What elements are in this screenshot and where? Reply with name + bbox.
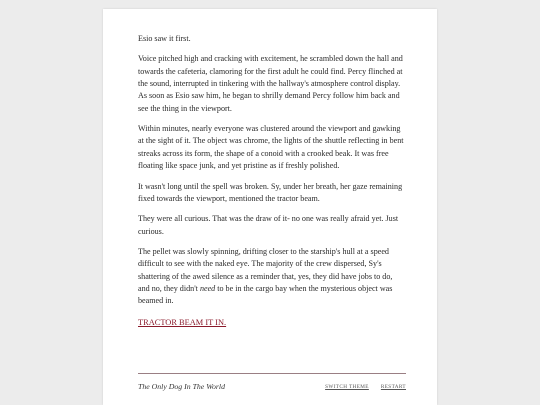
restart-link[interactable]: RESTART bbox=[380, 384, 406, 390]
story-text-run: to be in the cargo bay when the mysterious object was beamed in. bbox=[138, 283, 393, 306]
story-emphasis: need bbox=[199, 283, 216, 293]
story-paragraph: Within minutes, nearly everyone was clustered around the viewport and gawking at the sight of it. The object was chrome, the lights of the shuttle reflecting in bent streaks across its form, the shape of a conoid with a crooked beak. It was free floating like space junk, and yet pristine as if freshly polished. bbox=[138, 124, 404, 171]
story-page bbox=[103, 9, 437, 405]
story-paragraph: It wasn't long until the spell was broken. Sy, under her breath, her gaze remaining fixed towards the viewport, mentioned the tractor beam. bbox=[138, 181, 403, 203]
story-paragraph: Voice pitched high and cracking with excitement, he scrambled down the hall and towards the cafeteria, clamoring for the first adult he could find. Percy flinched at the sound, interrupted in tinkering with the hallway's atmosphere control display. As soon as Esio saw him, he began to shrilly demand Percy follow him back and see the thing in the viewport. bbox=[138, 54, 403, 113]
story-text bbox=[138, 33, 406, 329]
footer-divider bbox=[138, 373, 406, 374]
choice-link[interactable]: TRACTOR BEAM IT IN. bbox=[138, 317, 227, 327]
switch-theme-link[interactable]: SWITCH THEME bbox=[325, 384, 369, 390]
story-paragraph: Esio saw it first. bbox=[138, 34, 191, 43]
story-title: The Only Dog In The World bbox=[138, 382, 225, 391]
story-paragraph bbox=[138, 246, 406, 307]
footer-links bbox=[325, 384, 406, 390]
story-paragraph: They were all curious. That was the draw of it- no one was really afraid yet. Just curious. bbox=[138, 214, 399, 236]
story-text-run: The pellet was slowly spinning, drifting closer to the starship's hull at a speed difficult to see with the naked eye. The majority of the crew dispersed, Sy's shattering of the awed silence as a reminder that, yes, they did have jobs to do, and no, they didn't bbox=[138, 247, 393, 293]
